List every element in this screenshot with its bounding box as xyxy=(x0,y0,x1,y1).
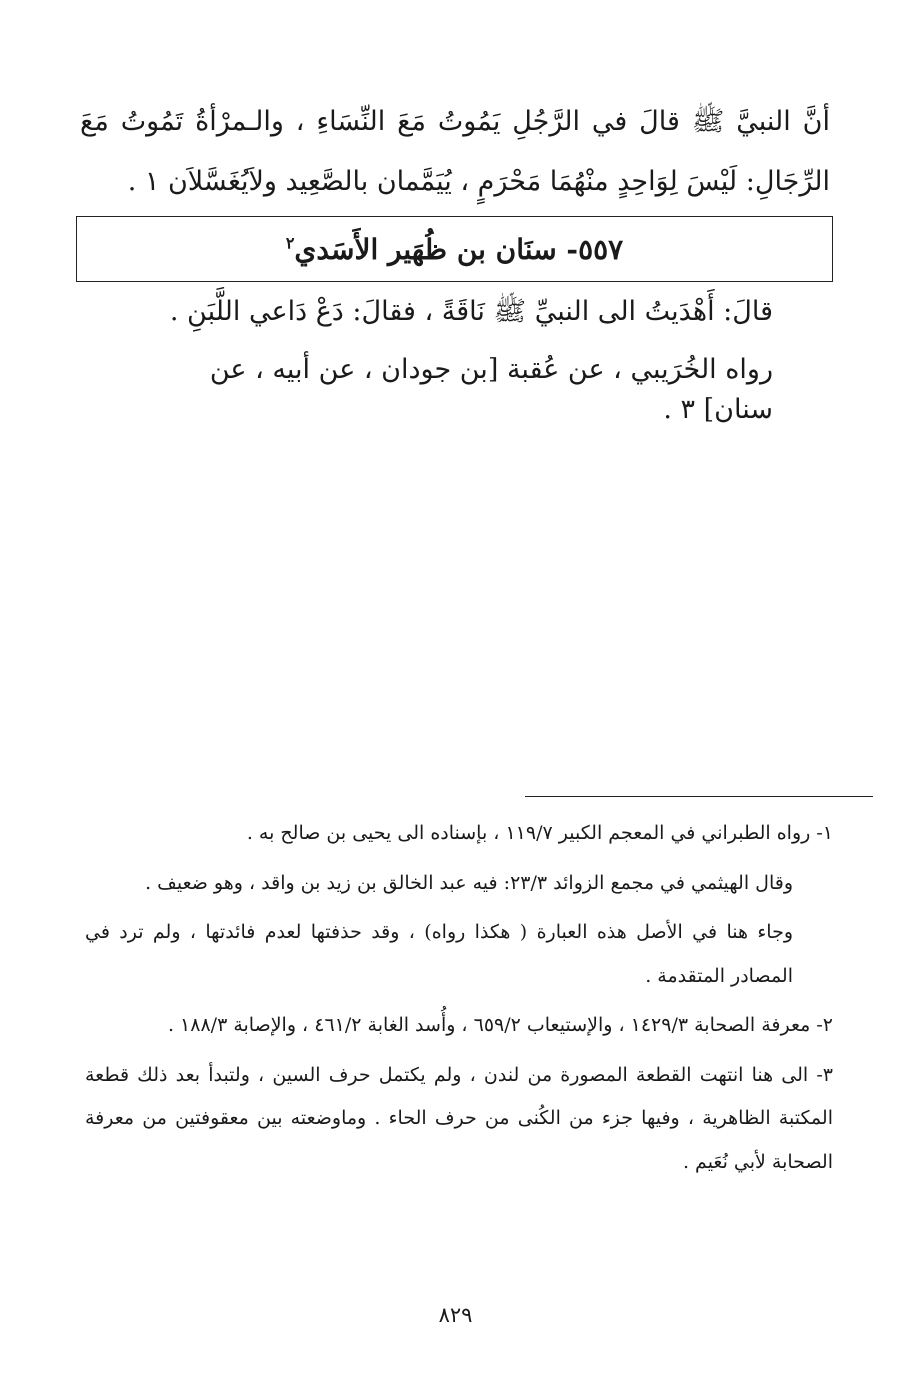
hadith-paragraph: أنَّ النبيَّ ﷺ قالَ في الرَّجُلِ يَمُوتُ مَعَ النِّسَاءِ ، والـمرْأةُ تَمُوتُ مَعَ الرِّجَالِ: لَيْسَ لِوَاحِدٍ منْهُمَا مَحْرَمٍ ، يُيَمَّمان بالصَّعِيد ولاَيُغَسَّلاَن ١ . xyxy=(80,106,830,197)
narration-line-2: رواه الخُرَيبي ، عن عُقبة [بن جودان ، عن أبيه ، عن سنان] ٣ . xyxy=(209,354,773,425)
footnote-line: ٣- الى هنا انتهت القطعة المصورة من لندن ، ولم يكتمل حرف السين ، ولتبدأ بعد ذلك قطعة المكتبة الظاهرية ، وفيها جزء من الكُنى من حرف الحاء . وماوضعته بين معقوفتين من معرفة الصحابة لأبي نُعَيم . xyxy=(85,1063,833,1173)
entry-title: سنَان بن ظُهَير الأَسَدي xyxy=(294,232,557,266)
footnote-line: وقال الهيثمي في مجمع الزوائد ٢٣/٣: فيه عبد الخالق بن زيد بن واقد ، وهو ضعيف . xyxy=(145,871,793,894)
entry-heading xyxy=(286,233,623,266)
entry-number: ٥٥٧ xyxy=(578,232,624,266)
footnote-line: وجاء هنا في الأصل هذه العبارة ( هكذا رواه) ، وقد حذفتها لعدم فائدتها ، ولم ترد في المصادر المتقدمة . xyxy=(85,921,793,987)
page-number: ٨٢٩ xyxy=(438,1303,473,1327)
footnote-line: ١- رواه الطبراني في المعجم الكبير ١١٩/٧ ، بإسناده الى يحيى بن صالح به . xyxy=(246,822,833,844)
footnote-line: ٢- معرفة الصحابة ١٤٢٩/٣ ، والإستيعاب ٦٥٩/٢ ، وأُسد الغابة ٤٦١/٢ ، والإصابة ١٨٨/٣ . xyxy=(167,1014,833,1036)
narration-line-1: قالَ: أَهْدَيتُ الى النبيِّ ﷺ نَاقَةً ، فقالَ: دَعْ دَاعي اللَّبَنِ . xyxy=(169,296,773,327)
footnote-2 xyxy=(85,1004,833,1048)
entry-heading-box xyxy=(76,216,833,282)
footnote-divider xyxy=(525,796,873,797)
footnote-3 xyxy=(85,1054,833,1185)
footnotes-section xyxy=(85,812,833,1190)
heading-dash: - xyxy=(556,232,579,266)
heading-footnote-ref: ٢ xyxy=(285,233,295,253)
footnote-1 xyxy=(85,812,833,998)
